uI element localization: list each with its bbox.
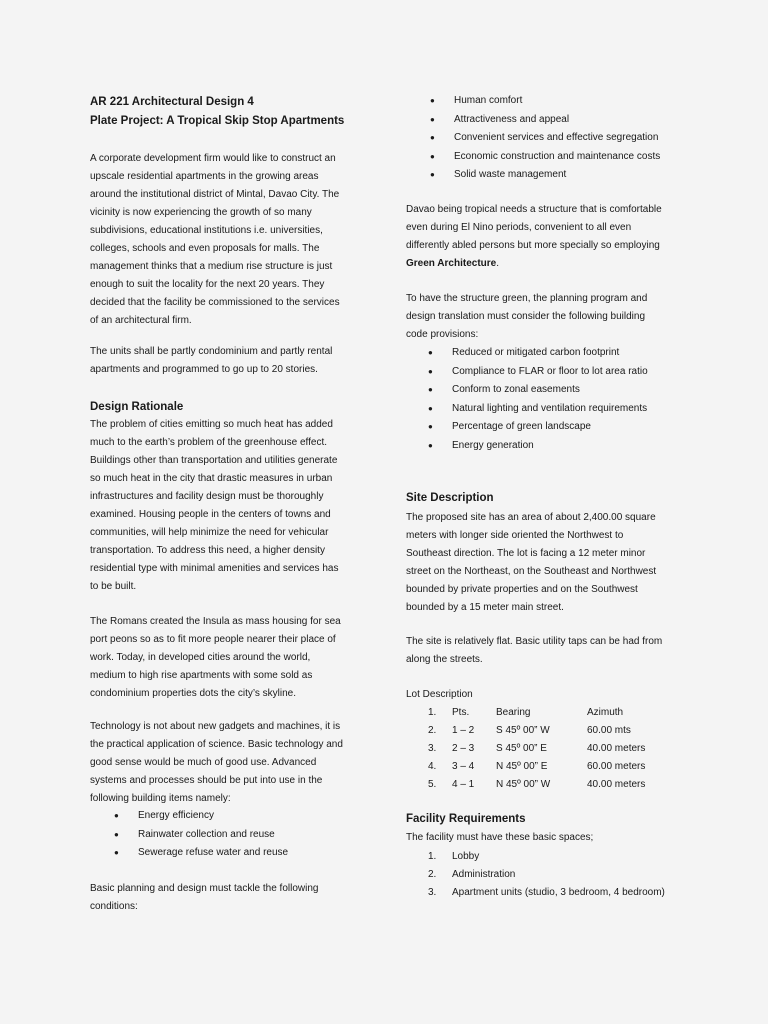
bullet-icon: ● xyxy=(430,96,435,105)
list-item: ● Natural lighting and ventilation requirements xyxy=(452,400,648,419)
bullet-icon: ● xyxy=(428,440,433,450)
table-row: 4. 3 – 4 N 45º 00” E 60.00 meters xyxy=(428,760,646,772)
list-item: ● Conform to zonal easements xyxy=(452,381,648,400)
romans-paragraph: The Romans created the Insula as mass housing for sea port peons so as to fit more people nearer their place of work. Today, in developed cities around the world, medium to high rise apartments with some sold as condominium properties dots the city’s skyline. xyxy=(90,616,341,699)
planning-paragraph: Basic planning and design must tackle the following conditions: xyxy=(90,883,319,912)
green-provisions-bullet-list xyxy=(428,344,648,455)
site-description-heading: Site Description xyxy=(406,492,494,504)
site-paragraph: The proposed site has an area of about 2,400.00 square meters with longer side oriented the Northwest to Southeast direction. The lot is facing a 12 meter minor street on the Northeast, on the Southeast and Northwest bounded by private properties and on the Southwest bounded by a 15 meter main street. xyxy=(406,512,657,613)
facility-list xyxy=(428,848,665,902)
document-subtitle: Plate Project: A Tropical Skip Stop Apartments xyxy=(90,115,345,127)
list-item: ● Human comfort xyxy=(454,92,660,111)
green-architecture-term: Green Architecture xyxy=(406,258,497,269)
list-item: ● Energy generation xyxy=(452,437,648,456)
list-item: ● Attractiveness and appeal xyxy=(454,111,660,130)
bullet-icon: ● xyxy=(428,385,433,394)
table-row: 2. 1 – 2 S 45º 00” W 60.00 mts xyxy=(428,724,631,736)
list-item: 2. Administration xyxy=(428,869,516,880)
bullet-icon: ● xyxy=(430,170,435,179)
bullet-icon: ● xyxy=(114,829,119,839)
bullet-icon: ● xyxy=(114,811,119,820)
list-item: ● Compliance to FLAR or floor to lot area ratio xyxy=(452,363,648,382)
list-item: ● Rainwater collection and reuse xyxy=(138,826,288,845)
conditions-bullet-list xyxy=(430,92,661,185)
lot-description-label: Lot Description xyxy=(406,689,473,700)
list-item: ● Sewerage refuse water and reuse xyxy=(138,844,288,863)
bullet-icon: ● xyxy=(428,422,433,431)
intro-paragraph: A corporate development firm would like to construct an upscale residential apartments in the growing areas around the institutional district of Mintal, Davao City. The vicinity is now experiencing the growth of so many subdivisions, educational institutions i.e. universities, colleges, schools and even proposals for malls. The management thinks that a medium rise structure is just enough to suit the locality for the next 20 years. They decided that the facility be commissioned to the services of an architectural firm. xyxy=(90,153,340,326)
bullet-icon: ● xyxy=(428,403,433,413)
facility-intro: The facility must have these basic spaces; xyxy=(406,832,594,843)
list-item: ● Reduced or mitigated carbon footprint xyxy=(452,344,648,363)
table-row: 5. 4 – 1 N 45º 00” W 40.00 meters xyxy=(428,778,646,790)
lot-description-table xyxy=(428,703,645,793)
design-rationale-heading: Design Rationale xyxy=(90,401,184,413)
list-item: ● Convenient services and effective segregation xyxy=(454,129,660,148)
list-item: ● Solid waste management xyxy=(454,166,660,185)
list-item: ● Percentage of green landscape xyxy=(452,418,648,437)
bullet-icon: ● xyxy=(428,366,433,376)
technology-bullet-list xyxy=(114,807,289,863)
davao-paragraph: Davao being tropical needs a structure that is comfortable even during El Nino periods, convenient to all even differently abled persons but more specially so employing Green Architecture. xyxy=(406,204,662,269)
bullet-icon: ● xyxy=(430,133,435,142)
list-item: ● Energy efficiency xyxy=(138,807,288,826)
list-item: ● Economic construction and maintenance costs xyxy=(454,148,660,167)
technology-paragraph: Technology is not about new gadgets and machines, it is the practical application of science. Basic technology and good sense would be much of good use. Advanced systems and processes should be put into use in the following building items namely: xyxy=(90,721,343,804)
units-paragraph: The units shall be partly condominium and partly rental apartments and programmed to go up to 20 stories. xyxy=(90,346,333,375)
green-paragraph: To have the structure green, the planning program and design translation must consider the following building code provisions: xyxy=(406,293,648,340)
bullet-icon: ● xyxy=(428,348,433,357)
bullet-icon: ● xyxy=(430,114,435,124)
list-item: 3. Apartment units (studio, 3 bedroom, 4 bedroom) xyxy=(428,887,665,898)
table-row: 3. 2 – 3 S 45º 00” E 40.00 meters xyxy=(428,742,646,754)
rationale-paragraph: The problem of cities emitting so much heat has added much to the earth’s problem of the greenhouse effect. Buildings other than transportation and utilities generate so much heat in the city that drastic measures in urban infrastructures and facility design must be thoroughly examined. Housing people in the centers of towns and communities, will help minimize the need for vehicular transportation. To address this need, a higher density residential type with minimal amenities and services has to be built. xyxy=(90,419,339,592)
flat-paragraph: The site is relatively flat. Basic utility taps can be had from along the streets. xyxy=(406,636,663,665)
bullet-icon: ● xyxy=(114,848,119,857)
document-title: AR 221 Architectural Design 4 xyxy=(90,96,254,108)
facility-requirements-heading: Facility Requirements xyxy=(406,813,526,825)
table-row: 1. Pts. Bearing Azimuth xyxy=(428,706,624,718)
list-item: 1. Lobby xyxy=(428,851,480,862)
bullet-icon: ● xyxy=(430,151,435,161)
